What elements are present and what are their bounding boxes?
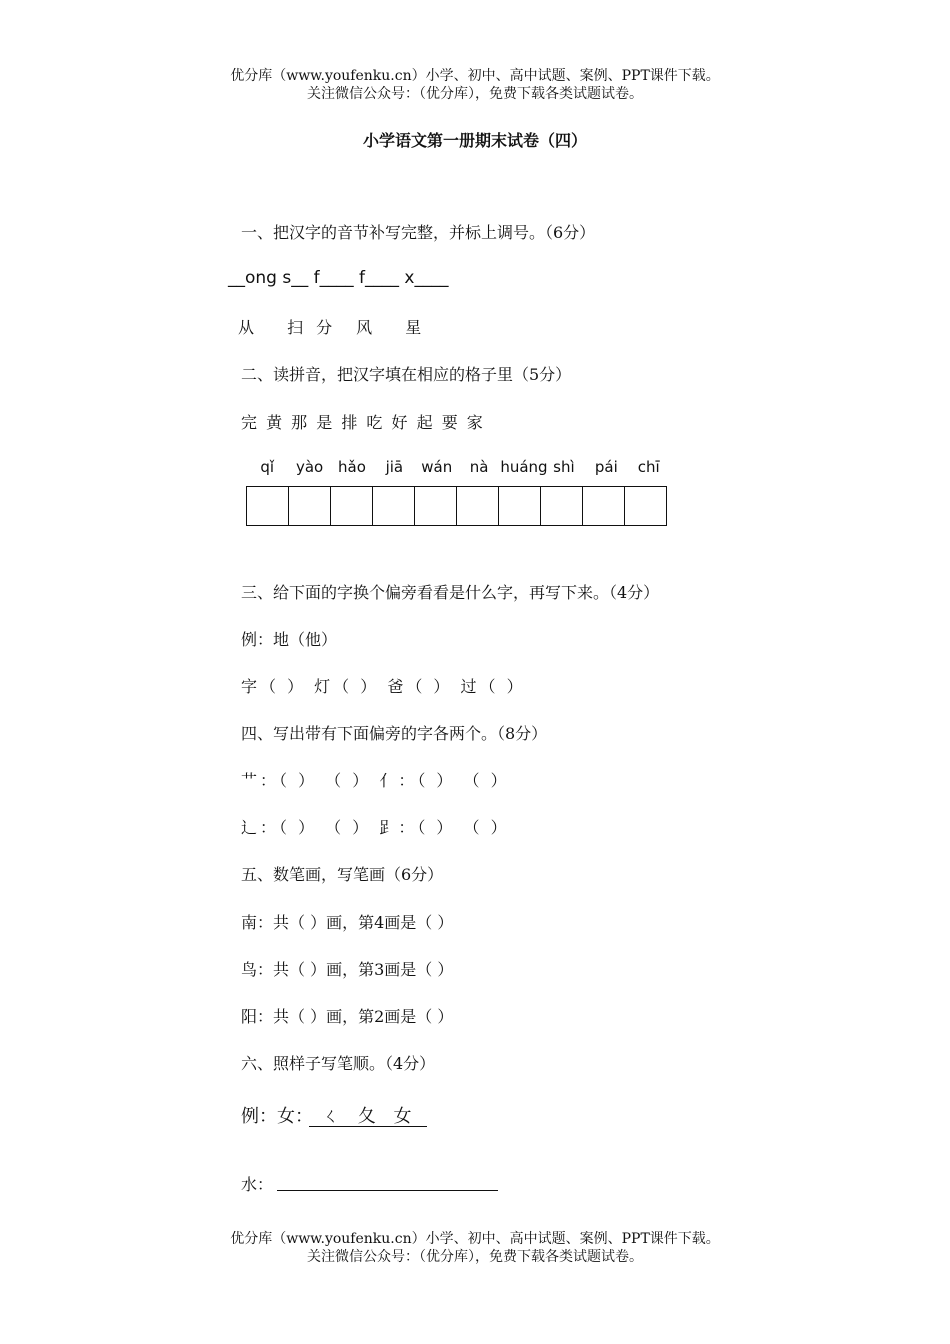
q3-items: 字（ ） 灯（ ） 爸（ ） 过（ ） bbox=[241, 677, 526, 696]
pinyin-10: chī bbox=[637, 458, 660, 476]
q2-chars: 完 黄 那 是 排 吃 好 起 要 家 bbox=[241, 413, 485, 432]
pinyin-6: nà bbox=[469, 458, 489, 476]
page-title: 小学语文第一册期末试卷（四） bbox=[362, 131, 587, 150]
grid-cell[interactable] bbox=[373, 487, 415, 526]
q4-row-1: 艹：（ ） （ ） 亻：（ ） （ ） bbox=[241, 771, 510, 790]
q1-blanks: __ong s__ f____ f____ x____ bbox=[228, 268, 449, 288]
footer-line-1: 优分库（www.youfenku.cn）小学、初中、高中试题、案例、PPT课件下载。 bbox=[230, 1231, 720, 1247]
pinyin-8: shì bbox=[553, 458, 575, 476]
q1-chars: 从 扫 分 风 星 bbox=[238, 318, 426, 337]
pinyin-2: yào bbox=[295, 458, 324, 476]
pinyin-7: huáng bbox=[500, 458, 548, 476]
q1-heading: 一、把汉字的音节补写完整，并标上调号。（6分） bbox=[241, 223, 596, 242]
grid-cell[interactable] bbox=[247, 487, 289, 526]
q6-answer-line[interactable] bbox=[277, 1170, 498, 1191]
footer-line-2: 关注微信公众号：（优分库），免费下载各类试题试卷。 bbox=[307, 1249, 643, 1265]
pinyin-9: pái bbox=[594, 458, 618, 476]
q3-heading: 三、给下面的字换个偏旁看看是什么字，再写下来。（4分） bbox=[241, 583, 660, 602]
q4-row-2: 辶：（ ） （ ） 𧾷：（ ） （ ） bbox=[241, 818, 510, 837]
grid-cell[interactable] bbox=[625, 487, 667, 526]
q5-heading: 五、数笔画，写笔画（6分） bbox=[241, 865, 444, 884]
grid-cell[interactable] bbox=[499, 487, 541, 526]
header-line-2: 关注微信公众号：（优分库），免费下载各类试题试卷。 bbox=[307, 86, 643, 102]
pinyin-1: qǐ bbox=[260, 458, 275, 476]
q5-item-3: 阳：共（ ）画，第2画是（ ） bbox=[241, 1007, 454, 1026]
grid-cell[interactable] bbox=[331, 487, 373, 526]
pinyin-4: jiā bbox=[385, 458, 404, 476]
q5-item-1: 南：共（ ）画，第4画是（ ） bbox=[241, 913, 454, 932]
q6-example-strokes: ㄑ 夂 女 bbox=[322, 1106, 418, 1127]
header-line-1: 优分库（www.youfenku.cn）小学、初中、高中试题、案例、PPT课件下载。 bbox=[230, 68, 720, 84]
grid-cell[interactable] bbox=[541, 487, 583, 526]
q4-heading: 四、写出带有下面偏旁的字各两个。（8分） bbox=[241, 724, 548, 743]
grid-cell[interactable] bbox=[457, 487, 499, 526]
pinyin-3: hǎo bbox=[338, 458, 366, 476]
answer-grid bbox=[246, 486, 667, 526]
grid-cell[interactable] bbox=[415, 487, 457, 526]
grid-cell[interactable] bbox=[583, 487, 625, 526]
q2-pinyin-row bbox=[246, 458, 670, 476]
pinyin-5: wán bbox=[421, 458, 453, 476]
grid-cell[interactable] bbox=[289, 487, 331, 526]
q2-heading: 二、读拼音，把汉字填在相应的格子里（5分） bbox=[241, 365, 572, 384]
q5-item-2: 鸟：共（ ）画，第3画是（ ） bbox=[241, 960, 454, 979]
q3-example: 例：地（他） bbox=[241, 630, 338, 649]
q6-example-label: 例：女： bbox=[241, 1106, 313, 1127]
q6-item-label: 水： bbox=[241, 1175, 274, 1194]
q6-heading: 六、照样子写笔顺。（4分） bbox=[241, 1054, 436, 1073]
